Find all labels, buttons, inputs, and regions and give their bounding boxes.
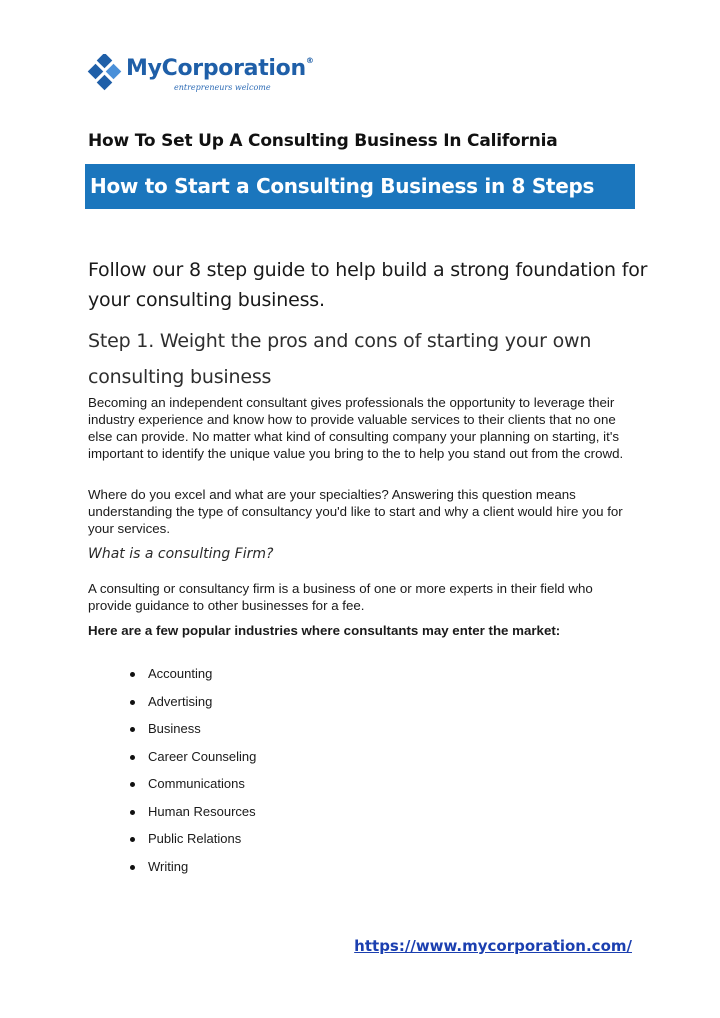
list-item: Public Relations xyxy=(130,829,256,857)
bullet-icon xyxy=(130,865,135,870)
intro-paragraph: Follow our 8 step guide to help build a strong foundation for your consulting business. xyxy=(88,259,648,311)
list-item: Career Counseling xyxy=(130,747,256,775)
banner-heading: How to Start a Consulting Business in 8 Steps xyxy=(90,174,595,198)
bullet-icon xyxy=(130,700,135,705)
consulting-firm-definition: A consulting or consultancy firm is a business of one or more experts in their field who provide guidance to other businesses for a fee. xyxy=(88,581,593,613)
mycorporation-diamond-logo-icon xyxy=(86,54,124,92)
list-item: Advertising xyxy=(130,692,256,720)
step-1-paragraph-1: Becoming an independent consultant gives professionals the opportunity to leverage their industry experience and know how to provide valuable services to their clients that no one else can provide. No matter what kind of consulting company your planning on starting, it's important to identify the unique value you bring to the to help you stand out from the crowd. xyxy=(88,395,624,461)
bullet-icon xyxy=(130,782,135,787)
bullet-icon xyxy=(130,755,135,760)
list-item: Accounting xyxy=(130,664,256,692)
step-1-heading: Step 1. Weight the pros and cons of starting your own consulting business xyxy=(88,330,592,388)
list-item: Business xyxy=(130,719,256,747)
website-link[interactable]: https://www.mycorporation.com/ xyxy=(354,937,632,955)
consulting-firm-subheading: What is a consulting Firm? xyxy=(88,546,274,562)
bullet-icon xyxy=(130,672,135,677)
industries-intro: Here are a few popular industries where consultants may enter the market: xyxy=(88,623,561,638)
step-1-paragraph-2: Where do you excel and what are your specialties? Answering this question means understanding the type of consultancy you'd like to start and why a client would hire you for your services. xyxy=(88,487,623,536)
bullet-icon xyxy=(130,837,135,842)
section-banner xyxy=(85,164,635,209)
bullet-icon xyxy=(130,727,135,732)
industries-list xyxy=(130,664,256,884)
list-item: Human Resources xyxy=(130,802,256,830)
page-title: How To Set Up A Consulting Business In California xyxy=(88,131,558,151)
logo-wordmark: MyCorporation® xyxy=(126,56,314,81)
list-item: Communications xyxy=(130,774,256,802)
mycorporation-logo xyxy=(86,52,314,96)
bullet-icon xyxy=(130,810,135,815)
list-item: Writing xyxy=(130,857,256,885)
logo-tagline: entrepreneurs welcome xyxy=(174,83,271,92)
